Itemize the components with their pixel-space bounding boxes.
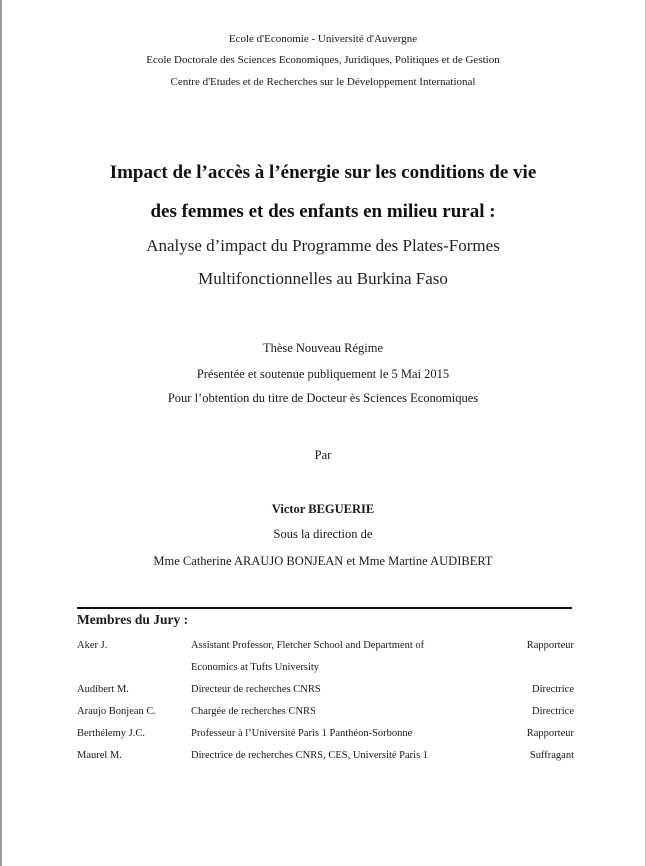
jury-member-name: Maurel M. <box>77 750 122 761</box>
jury-member-role: Rapporteur <box>526 640 574 651</box>
supervisors: Mme Catherine ARAUJO BONJEAN et Mme Martine AUDIBERT <box>153 554 493 568</box>
jury-member-role: Suffragant <box>529 750 574 761</box>
jury-member-name: Araujo Bonjean C. <box>77 706 157 717</box>
institution-doctoral-school: Ecole Doctorale des Sciences Economiques, Juridiques, Politiques et de Gestion <box>146 54 500 66</box>
thesis-title-line-2: des femmes et des enfants en milieu rural : <box>150 201 496 222</box>
institution-school: Ecole d'Economie - Université d'Auvergne <box>228 33 418 45</box>
jury-title: Membres du Jury : <box>77 612 189 627</box>
jury-member-description-continued: Economics at Tufts University <box>191 662 320 673</box>
thesis-defense-date: Présentée et soutenue publiquement le 5 Mai 2015 <box>196 367 450 381</box>
thesis-subtitle-line-1: Analyse d’impact du Programme des Plates-Formes <box>146 236 500 255</box>
thesis-regime: Thèse Nouveau Régime <box>262 341 384 355</box>
page-left-border <box>0 0 2 866</box>
jury-member-role: Directrice <box>532 684 574 695</box>
thesis-subtitle-line-2: Multifonctionnelles au Burkina Faso <box>198 269 448 288</box>
jury-member-description: Professeur à l’Université Paris 1 Panthéon-Sorbonne <box>191 728 413 739</box>
jury-divider <box>77 607 572 609</box>
jury-member-name: Berthélemy J.C. <box>77 728 145 739</box>
jury-member-role: Directrice <box>532 706 574 717</box>
jury-member-name: Aker J. <box>77 640 108 651</box>
jury-member-description: Directeur de recherches CNRS <box>191 684 321 695</box>
jury-member-description: Assistant Professor, Fletcher School and Department of <box>191 640 425 651</box>
author-name: Victor BEGUERIE <box>271 502 375 516</box>
jury-member-name: Audibert M. <box>77 684 129 695</box>
jury-member-description: Directrice de recherches CNRS, CES, Université Paris 1 <box>191 750 429 761</box>
jury-member-description: Chargée de recherches CNRS <box>191 706 316 717</box>
institution-research-center: Centre d'Etudes et de Recherches sur le Développement International <box>170 76 476 88</box>
by-label: Par <box>314 448 332 462</box>
thesis-title-line-1: Impact de l’accès à l’énergie sur les conditions de vie <box>109 162 537 183</box>
thesis-degree: Pour l’obtention du titre de Docteur ès Sciences Economiques <box>167 391 479 405</box>
jury-member-role: Rapporteur <box>526 728 574 739</box>
supervision-label: Sous la direction de <box>273 527 373 541</box>
